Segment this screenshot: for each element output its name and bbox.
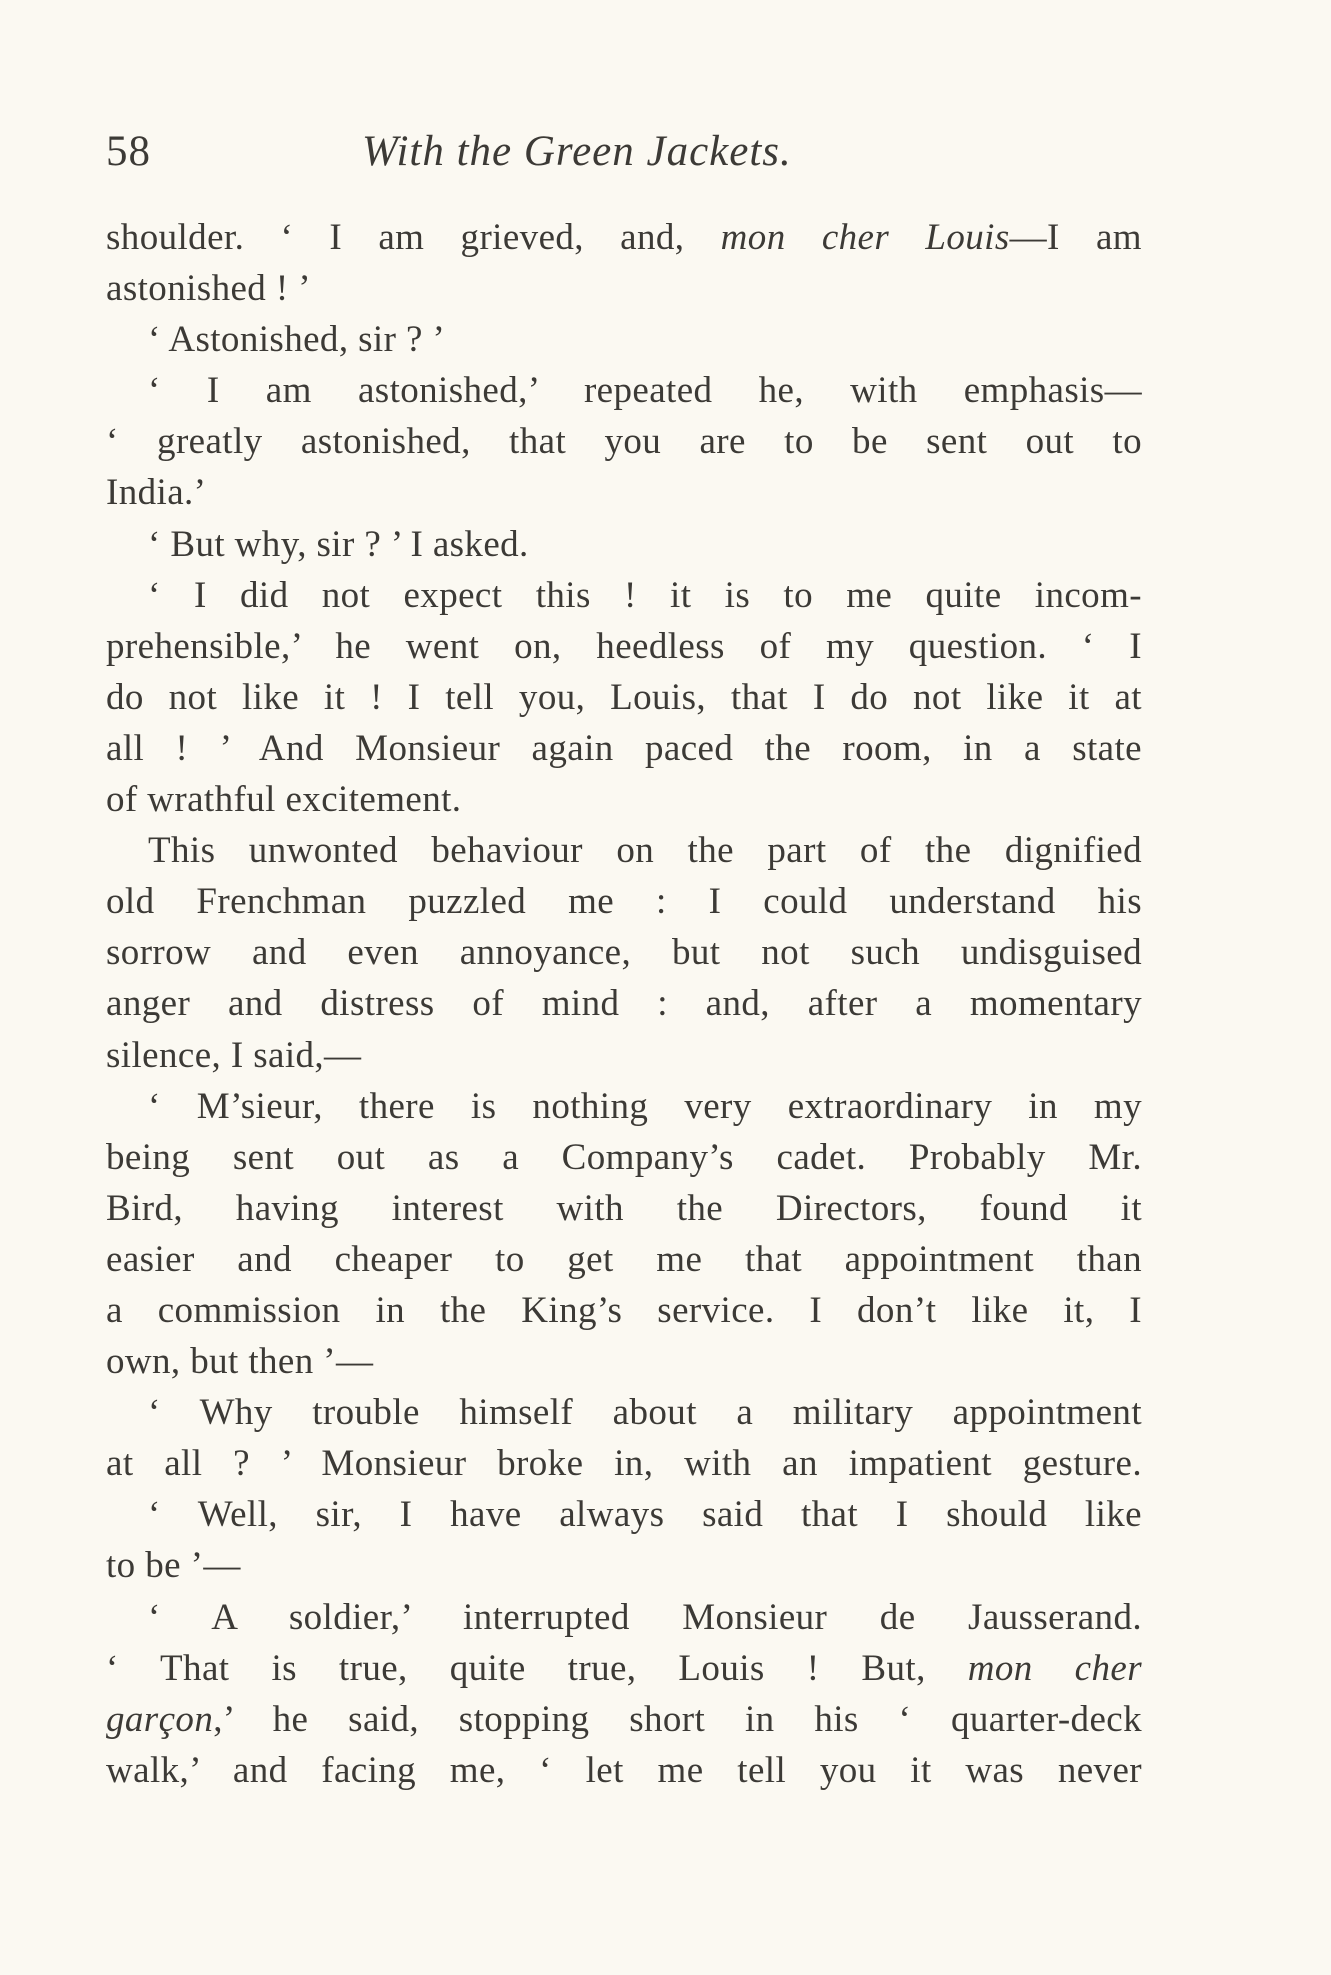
text-line bbox=[106, 1336, 1142, 1387]
text-line bbox=[106, 1285, 1142, 1336]
line-text: ,’ he said, stopping short in his ‘ quarter-deck bbox=[213, 1698, 1142, 1740]
line-text: easier and cheaper to get me that appointment than bbox=[106, 1238, 1142, 1280]
line-text: ‘ Astonished, sir ? ’ bbox=[148, 319, 446, 361]
line-text: all ! ’ And Monsieur again paced the room, in a state bbox=[106, 727, 1142, 769]
line-text: walk,’ and facing me, ‘ let me tell you it was never bbox=[106, 1749, 1142, 1791]
line-text: do not like it ! I tell you, Louis, that I do not like it at bbox=[106, 676, 1142, 718]
italic-text: garçon bbox=[106, 1698, 214, 1740]
text-line bbox=[106, 927, 1142, 978]
page-number: 58 bbox=[106, 128, 151, 175]
text-line bbox=[106, 1745, 1142, 1796]
body-text bbox=[106, 212, 1142, 1796]
text-line bbox=[106, 1234, 1142, 1285]
line-text: ‘ greatly astonished, that you are to be sent out to bbox=[106, 421, 1142, 463]
italic-text: mon cher bbox=[967, 1647, 1142, 1689]
line-text: being sent out as a Company’s cadet. Probably Mr. bbox=[106, 1136, 1142, 1178]
text-line bbox=[106, 1438, 1142, 1489]
text-line bbox=[106, 1592, 1142, 1643]
text-line bbox=[106, 1030, 1142, 1081]
text-line bbox=[106, 1081, 1142, 1132]
line-text: old Frenchman puzzled me : I could understand his bbox=[106, 881, 1142, 923]
line-text: ‘ Why trouble himself about a military appointment bbox=[148, 1392, 1142, 1434]
text-line bbox=[106, 1694, 1142, 1745]
line-text: shoulder. ‘ I am grieved, and, bbox=[106, 217, 721, 258]
text-line bbox=[106, 1540, 1142, 1591]
line-text: Bird, having interest with the Directors, found it bbox=[106, 1187, 1142, 1229]
line-text: astonished ! ’ bbox=[106, 268, 311, 310]
line-text: This unwonted behaviour on the part of the dignified bbox=[148, 830, 1142, 872]
line-text: ‘ But why, sir ? ’ I asked. bbox=[148, 523, 529, 565]
line-text: prehensible,’ he went on, heedless of my question. ‘ I bbox=[106, 625, 1142, 667]
text-line bbox=[106, 570, 1142, 621]
line-text: at all ? ’ Monsieur broke in, with an impatient gesture. bbox=[106, 1443, 1142, 1485]
text-line bbox=[106, 978, 1142, 1029]
line-text: —I am bbox=[1009, 217, 1142, 258]
line-text: ‘ Well, sir, I have always said that I should like bbox=[148, 1494, 1142, 1536]
text-line bbox=[106, 1489, 1142, 1540]
text-line bbox=[106, 519, 1142, 570]
text-line bbox=[106, 1387, 1142, 1438]
line-text: of wrathful excitement. bbox=[106, 779, 462, 821]
text-line bbox=[106, 876, 1142, 927]
text-line bbox=[106, 467, 1142, 518]
line-text: ‘ That is true, quite true, Louis ! But, bbox=[106, 1647, 968, 1689]
page-header bbox=[106, 122, 1142, 182]
line-text: to be ’— bbox=[106, 1545, 241, 1587]
text-line bbox=[106, 723, 1142, 774]
line-text: ‘ I am astonished,’ repeated he, with emphasis— bbox=[148, 370, 1142, 412]
text-line bbox=[106, 825, 1142, 876]
line-text: ‘ M’sieur, there is nothing very extraordinary in my bbox=[148, 1085, 1142, 1127]
text-line bbox=[106, 416, 1142, 467]
line-text: a commission in the King’s service. I don’t like it, I bbox=[106, 1289, 1142, 1331]
line-text: ‘ I did not expect this ! it is to me quite incom- bbox=[148, 574, 1142, 616]
line-text: sorrow and even annoyance, but not such undisguised bbox=[106, 932, 1142, 974]
text-line bbox=[106, 212, 1142, 263]
line-text: silence, I said,— bbox=[106, 1034, 362, 1076]
italic-text: mon cher Louis bbox=[720, 217, 1010, 258]
text-line bbox=[106, 672, 1142, 723]
line-text: India.’ bbox=[106, 472, 207, 514]
text-line bbox=[106, 365, 1142, 416]
text-line bbox=[106, 1183, 1142, 1234]
text-line bbox=[106, 314, 1142, 365]
running-title: With the Green Jackets. bbox=[362, 128, 792, 175]
text-line bbox=[106, 263, 1142, 314]
line-text: own, but then ’— bbox=[106, 1341, 374, 1383]
line-text: ‘ A soldier,’ interrupted Monsieur de Jausserand. bbox=[148, 1596, 1142, 1638]
text-line bbox=[106, 774, 1142, 825]
text-line bbox=[106, 621, 1142, 672]
line-text: anger and distress of mind : and, after a momentary bbox=[106, 983, 1142, 1025]
text-line bbox=[106, 1132, 1142, 1183]
text-line bbox=[106, 1643, 1142, 1694]
